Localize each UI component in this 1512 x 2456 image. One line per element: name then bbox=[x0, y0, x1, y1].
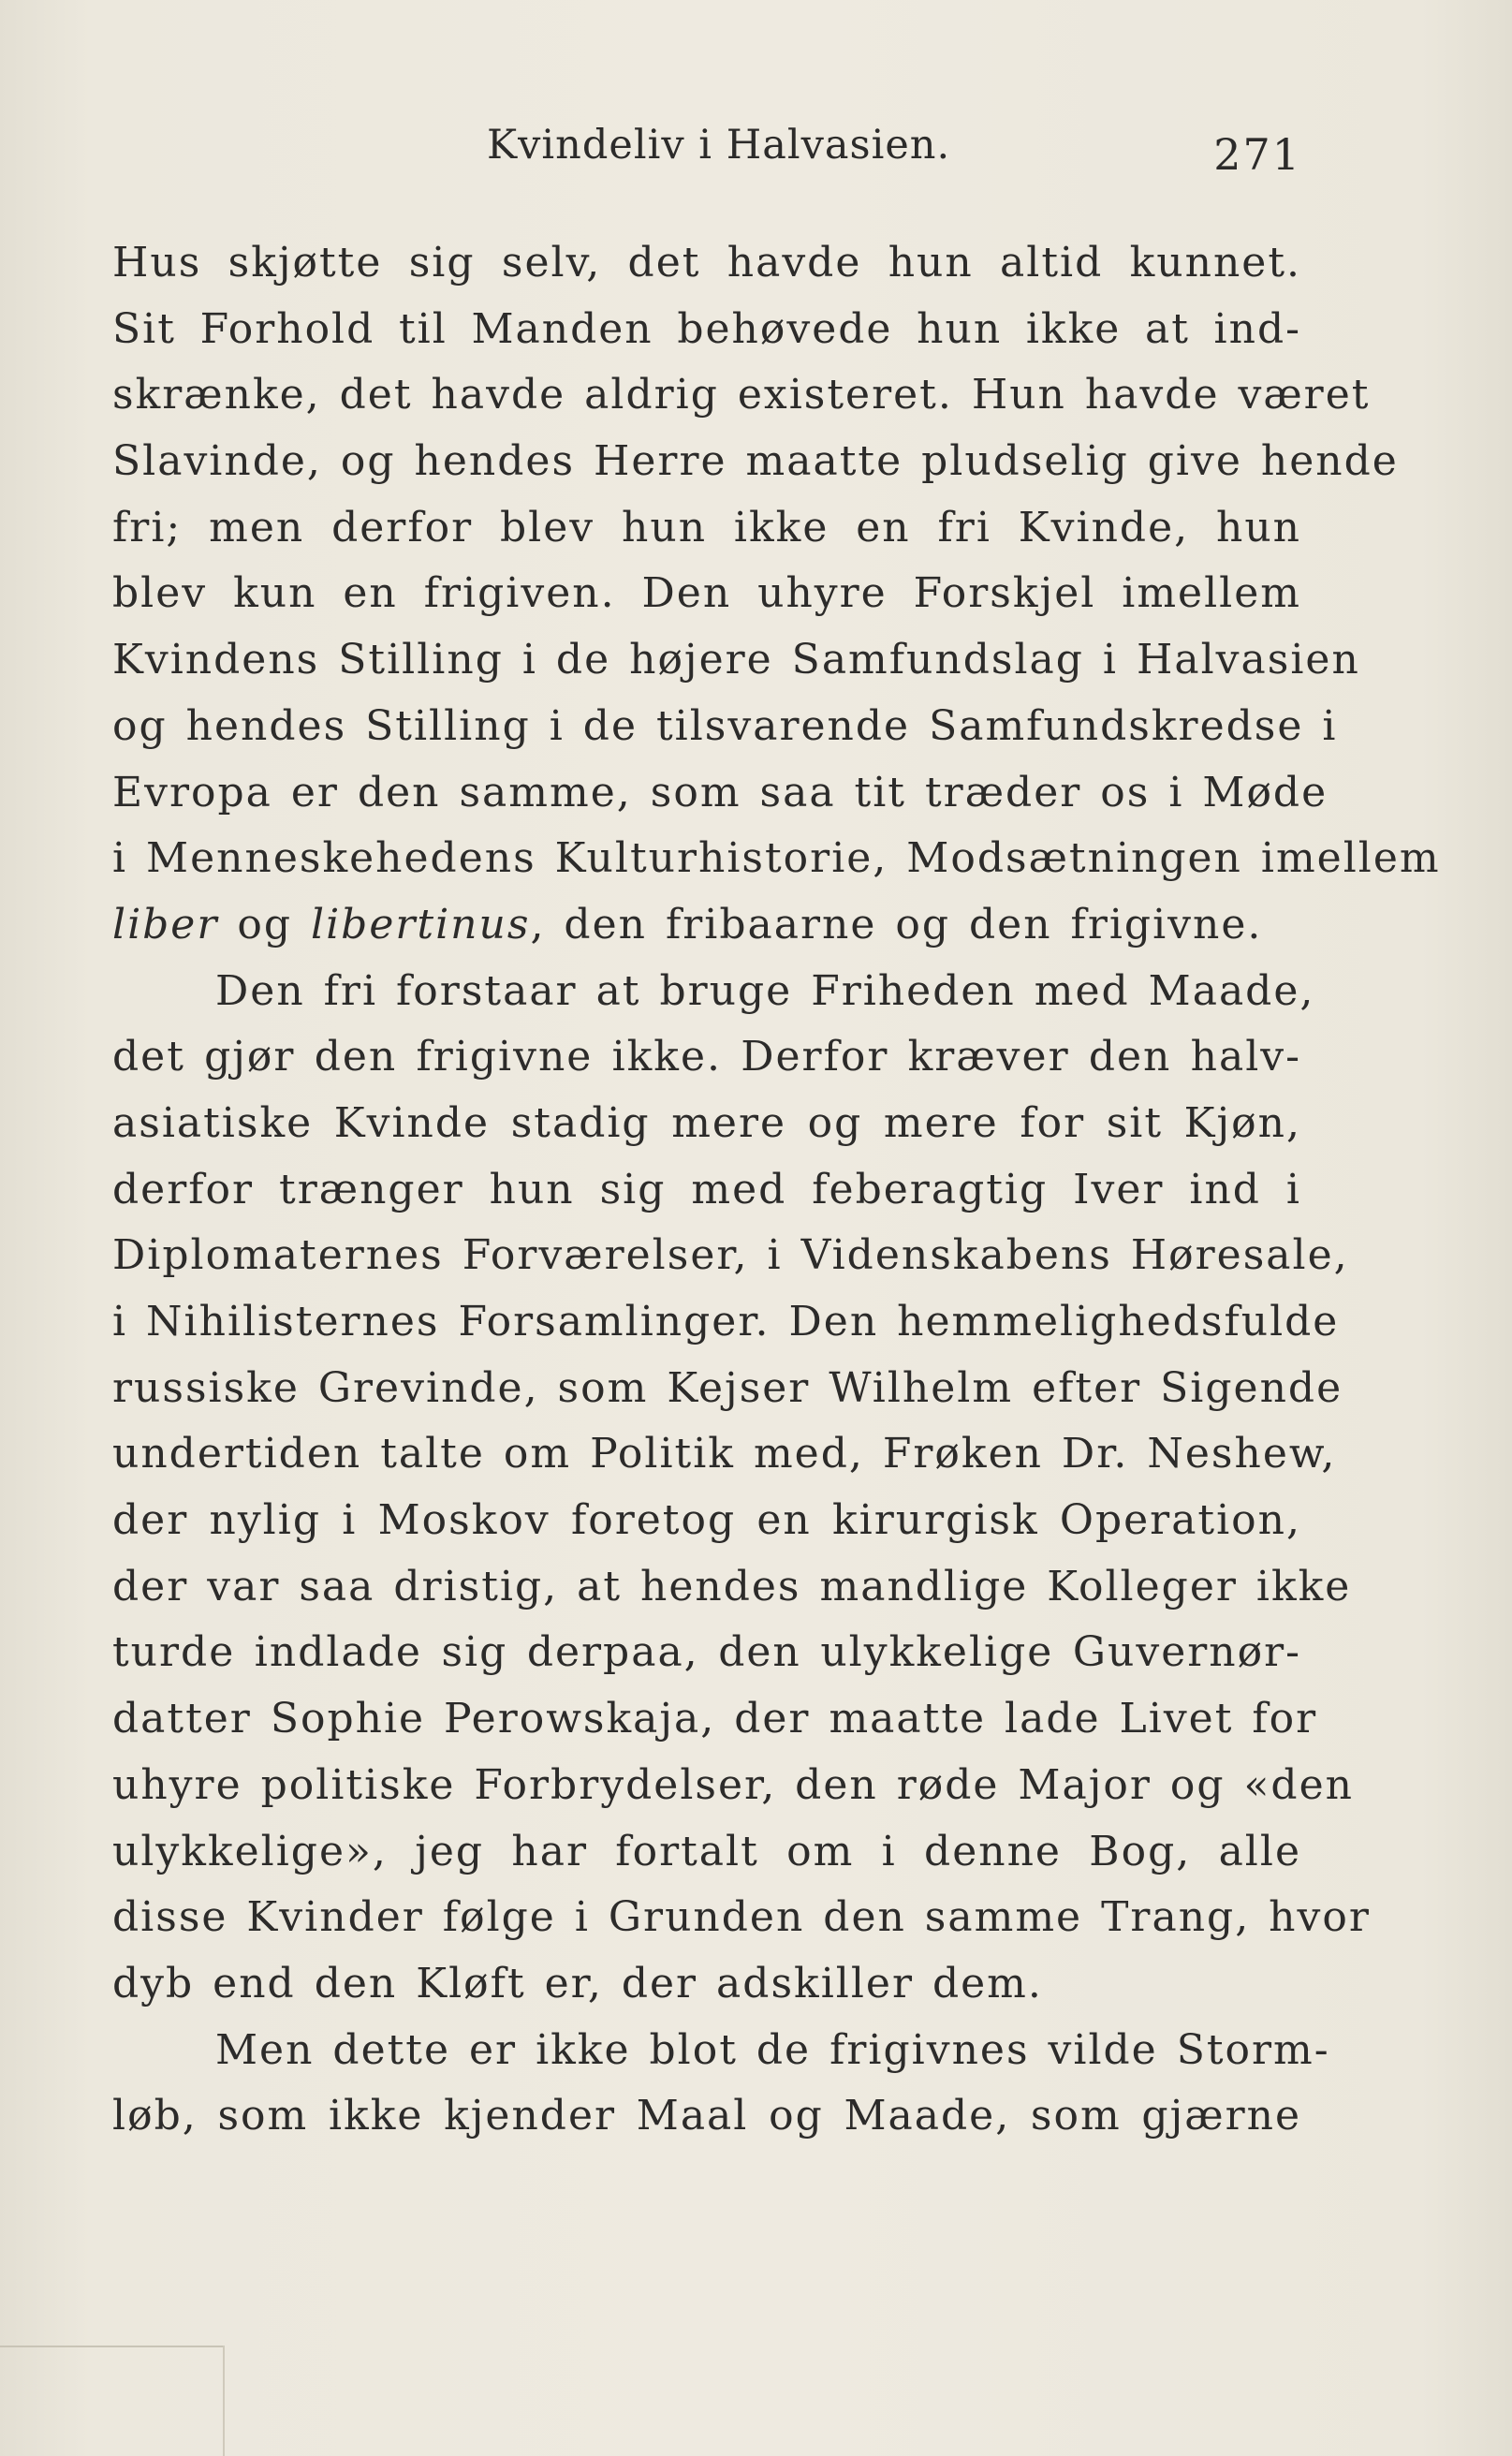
text-line: Evropa er den samme, som saa tit træder os i Møde bbox=[112, 768, 1329, 816]
text-line: i Nihilisternes Forsamlinger. Den hemmelighedsfulde bbox=[112, 1298, 1340, 1346]
text-line: Sit Forhold til Manden behøvede hun ikke at ind- bbox=[112, 304, 1301, 353]
text-line: ulykkelige», jeg har fortalt om i denne Bog, alle bbox=[112, 1827, 1301, 1875]
text-line: turde indlade sig derpaa, den ulykkelige Guvernør- bbox=[112, 1628, 1301, 1677]
text-line: løb, som ikke kjender Maal og Maade, som gjærne bbox=[112, 2092, 1301, 2140]
text-line: uhyre politiske Forbrydelser, den røde Major og «den bbox=[112, 1760, 1354, 1809]
text-line: Kvindens Stilling i de højere Samfundslag i Halvasien bbox=[112, 636, 1360, 684]
text-line: Slavinde, og hendes Herre maatte pludselig give hende bbox=[112, 437, 1399, 486]
italic-term-libertinus: libertinus bbox=[311, 900, 531, 949]
text-line: undertiden talte om Politik med, Frøken Dr. Neshew, bbox=[112, 1430, 1337, 1478]
italic-term-liber: liber bbox=[112, 900, 219, 949]
paragraph-first-line: Men dette er ikke blot de frigivnes vilde Storm- bbox=[215, 2025, 1330, 2074]
text-line: disse Kvinder følge i Grunden den samme Trang, hvor bbox=[112, 1893, 1371, 1942]
text-line: asiatiske Kvinde stadig mere og mere for sit Kjøn, bbox=[112, 1098, 1301, 1147]
text-line: skrænke, det havde aldrig existeret. Hun havde været bbox=[112, 371, 1371, 419]
text-line: og hendes Stilling i de tilsvarende Samfundskredse i bbox=[112, 701, 1338, 750]
page-edge-mark bbox=[223, 2346, 225, 2456]
text-line: blev kun en frigiven. Den uhyre Forskjel imellem bbox=[112, 569, 1301, 618]
paragraph-last-line: dyb end den Kløft er, der adskiller dem. bbox=[112, 1959, 1043, 2007]
paragraph-first-line: Den fri forstaar at bruge Friheden med Maade, bbox=[215, 966, 1315, 1015]
text-line: Hus skjøtte sig selv, det havde hun altid kunnet. bbox=[112, 239, 1301, 287]
text-line-with-italics bbox=[112, 892, 1301, 959]
text-fragment: og bbox=[218, 900, 312, 949]
page-number: 271 bbox=[1213, 129, 1301, 180]
text-line: det gjør den frigivne ikke. Derfor kræver den halv- bbox=[112, 1033, 1301, 1081]
page-header bbox=[112, 122, 1301, 187]
text-line: Diplomaternes Forværelser, i Videnskabens Høresale, bbox=[112, 1231, 1349, 1280]
text-line: datter Sophie Perowskaja, der maatte lade Livet for bbox=[112, 1695, 1318, 1743]
body-text bbox=[112, 230, 1441, 2150]
text-line: der var saa dristig, at hendes mandlige Kolleger ikke bbox=[112, 1562, 1352, 1610]
page-edge-mark bbox=[0, 2346, 225, 2347]
text-line: fri; men derfor blev hun ikke en fri Kvinde, hun bbox=[112, 503, 1301, 551]
text-line: i Menneskehedens Kulturhistorie, Modsætningen imellem bbox=[112, 834, 1441, 883]
text-line: derfor trænger hun sig med feberagtig Iver ind i bbox=[112, 1165, 1301, 1213]
running-title: Kvindeliv i Halvasien. bbox=[487, 122, 951, 169]
text-fragment: , den fribaarne og den frigivne. bbox=[530, 900, 1263, 949]
text-line: der nylig i Moskov foretog en kirurgisk Operation, bbox=[112, 1496, 1301, 1545]
text-line: russiske Grevinde, som Kejser Wilhelm efter Sigende bbox=[112, 1363, 1343, 1412]
